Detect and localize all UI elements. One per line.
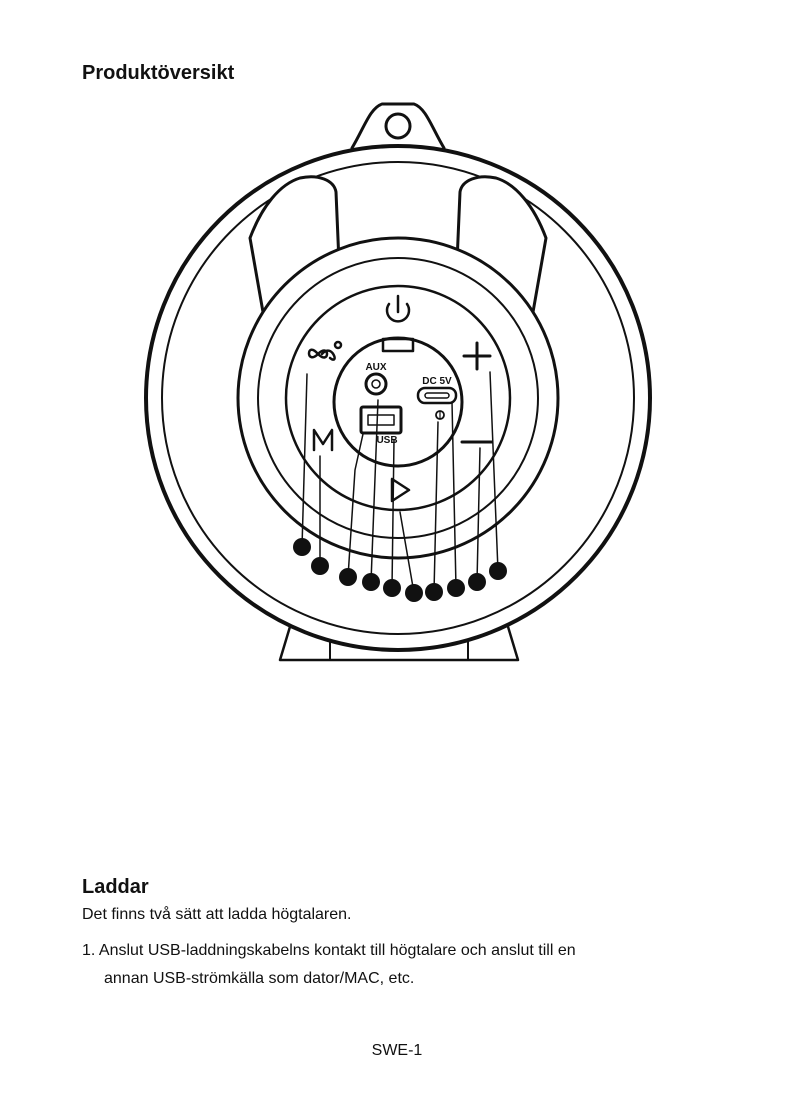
callout-dot-10 [489, 562, 507, 580]
charging-step-1-line-2: annan USB-strömkälla som dator/MAC, etc. [104, 970, 415, 987]
callout-dot-7 [425, 583, 443, 601]
charging-step-1-line-1: 1. Anslut USB-laddningskabelns kontakt till högtalare och anslut till en [82, 942, 576, 959]
callout-dot-6 [405, 584, 423, 602]
overview-heading: Produktöversikt [82, 62, 235, 84]
charging-intro: Det finns två sätt att ladda högtalaren. [82, 906, 352, 923]
hanging-loop [352, 104, 444, 148]
hanging-loop-hole [386, 114, 410, 138]
usb-label: USB [376, 435, 398, 446]
charging-heading: Laddar [82, 876, 149, 898]
aux-label: AUX [365, 362, 387, 373]
callout-dot-8 [447, 579, 465, 597]
callout-dot-2 [311, 557, 329, 575]
callout-dot-1 [293, 538, 311, 556]
callout-dot-9 [468, 573, 486, 591]
callout-dot-3 [339, 568, 357, 586]
page-number: SWE-1 [371, 1042, 423, 1059]
callout-dot-4 [362, 573, 380, 591]
callout-dot-5 [383, 579, 401, 597]
dc-label: DC 5V [422, 376, 452, 387]
